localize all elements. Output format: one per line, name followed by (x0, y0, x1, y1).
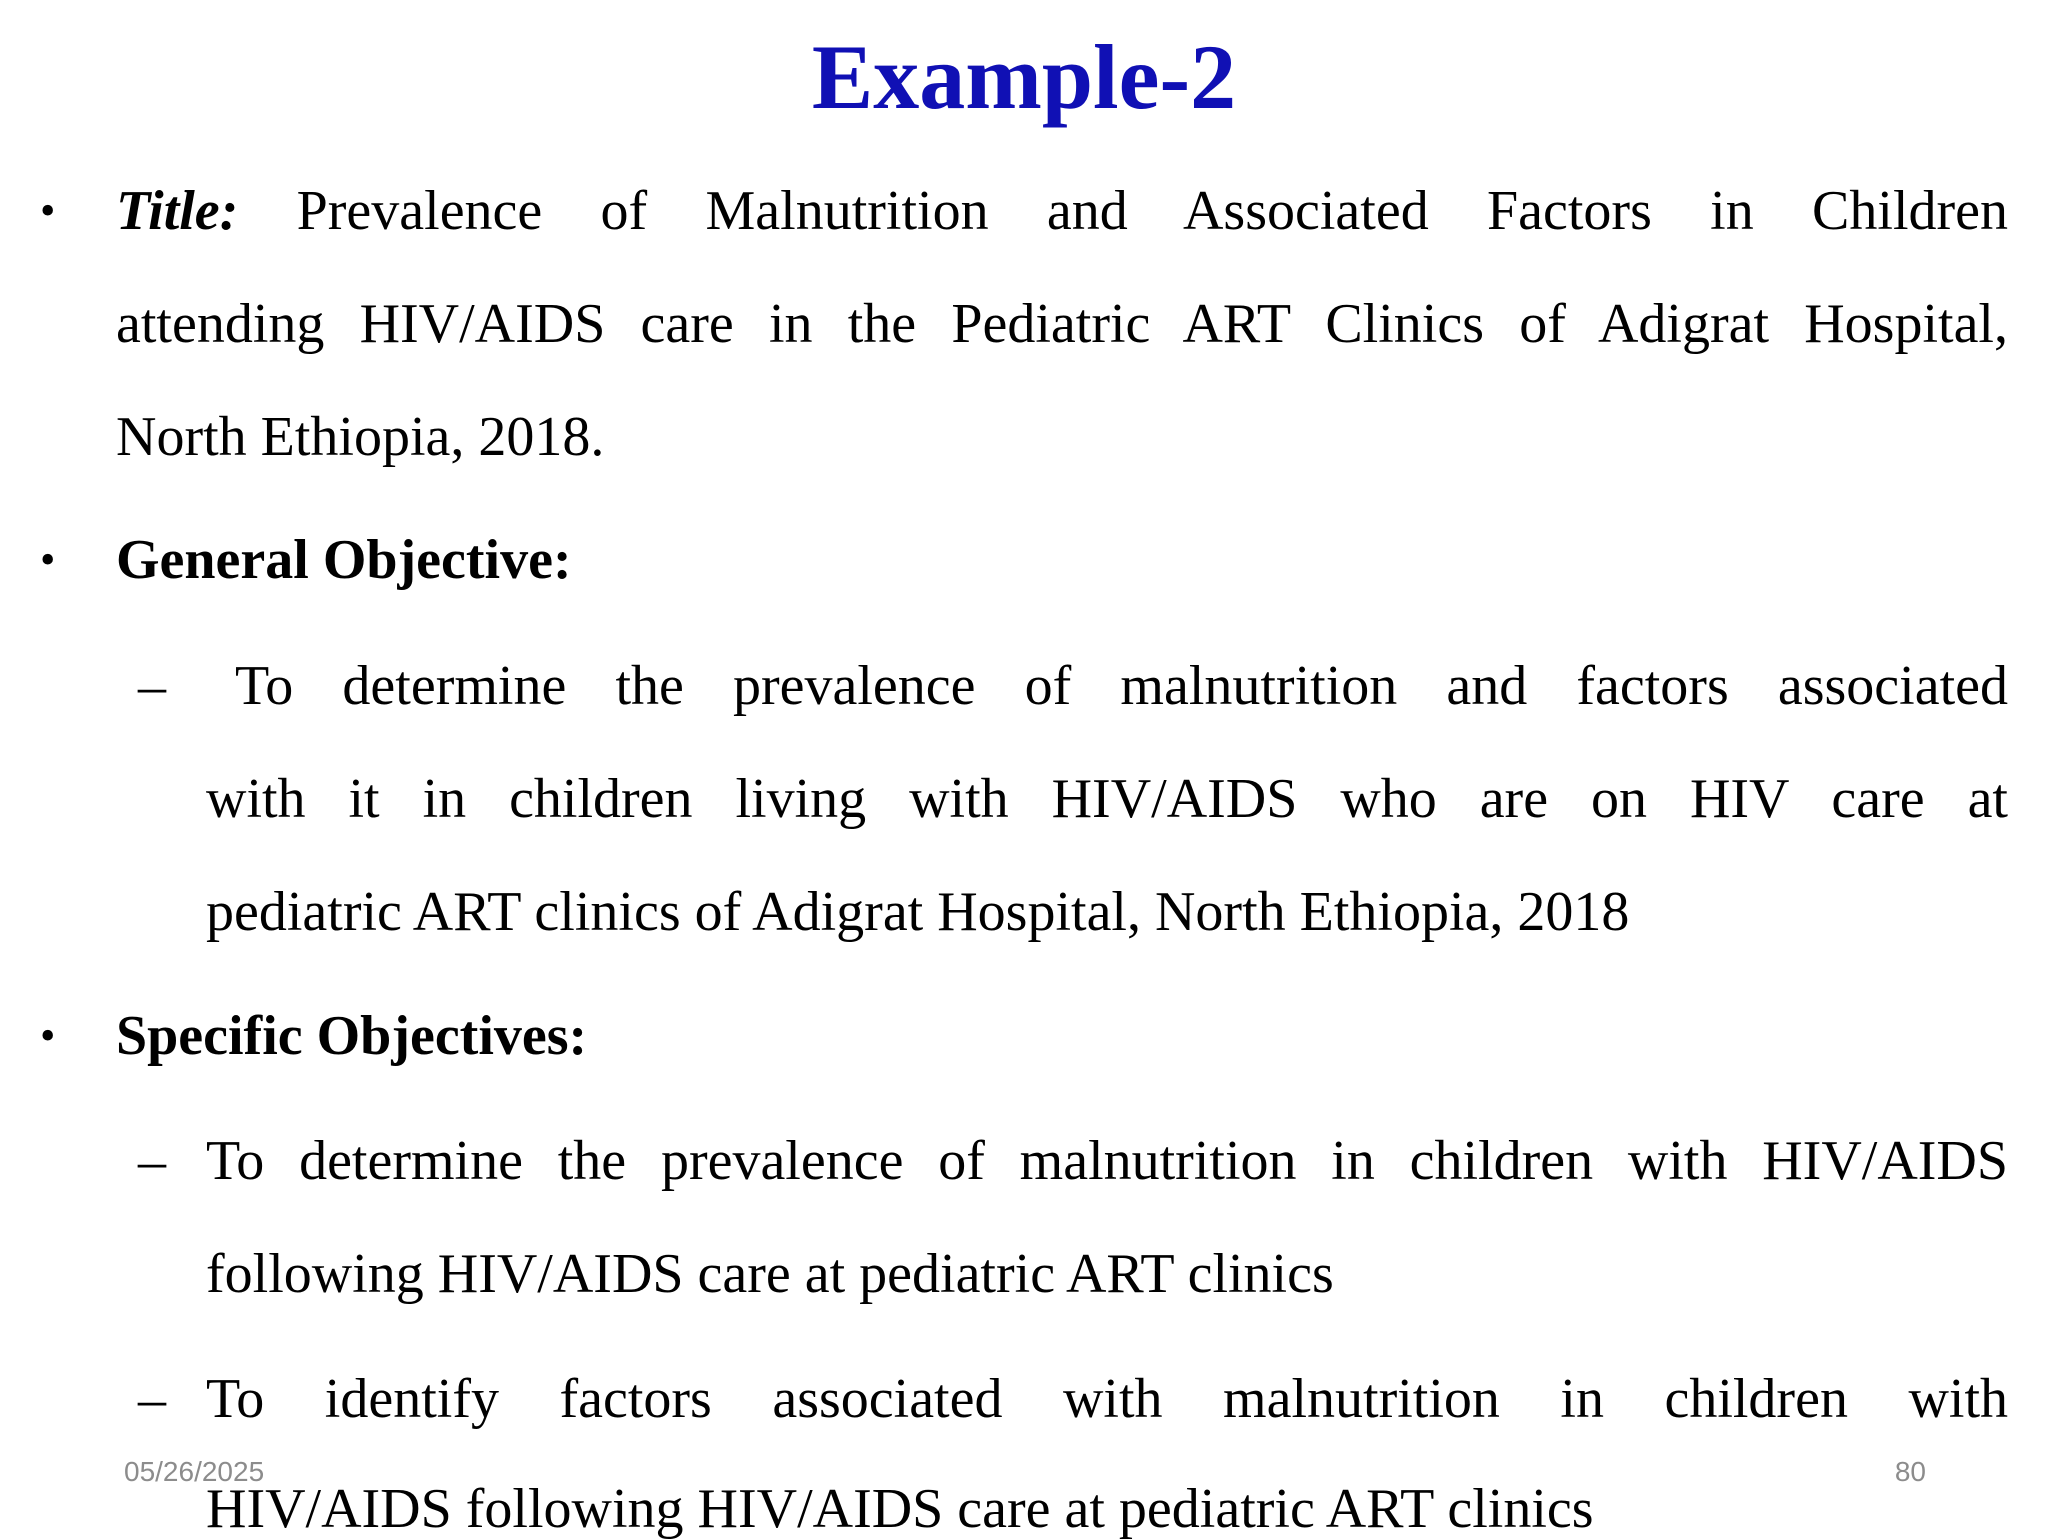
specific-objective-2-line-2: HIV/AIDS following HIV/AIDS care at pediatric ART clinics (206, 1478, 1594, 1540)
general-objective-heading: General Objective: (116, 529, 572, 591)
footer-page-number: 80 (1894, 1456, 1926, 1487)
title-item-line-1 (116, 181, 2008, 241)
general-objective-line-1: To determine the prevalence of malnutrition and factors associated (235, 655, 2008, 717)
specific-objectives-heading: Specific Objectives: (116, 1005, 588, 1067)
bullet-marker: • (40, 186, 56, 235)
general-objective-line-3: pediatric ART clinics of Adigrat Hospital, North Ethiopia, 2018 (206, 881, 1630, 943)
bullet-marker: • (40, 535, 56, 584)
specific-objective-1-line-1: To determine the prevalence of malnutrition in children with HIV/AIDS (206, 1130, 2008, 1192)
dash-marker: – (138, 1368, 166, 1430)
title-item-line-2: attending HIV/AIDS care in the Pediatric ART Clinics of Adigrat Hospital, (116, 293, 2008, 355)
title-item-label: Title: (116, 180, 239, 242)
specific-objective-1-line-2: following HIV/AIDS care at pediatric ART clinics (206, 1243, 1334, 1305)
dash-marker: – (138, 655, 166, 717)
footer-date: 05/26/2025 (124, 1456, 265, 1487)
general-objective-line-2: with it in children living with HIV/AIDS who are on HIV care at (206, 768, 2008, 830)
title-item-text: Prevalence of Malnutrition and Associated Factors in Children (296, 180, 2009, 242)
bullet-marker: • (40, 1011, 56, 1060)
dash-marker: – (138, 1130, 166, 1192)
slide-title: Example-2 (811, 26, 1237, 128)
specific-objective-2-line-1: To identify factors associated with malnutrition in children with (206, 1368, 2008, 1430)
title-item-line-3: North Ethiopia, 2018. (116, 406, 605, 468)
